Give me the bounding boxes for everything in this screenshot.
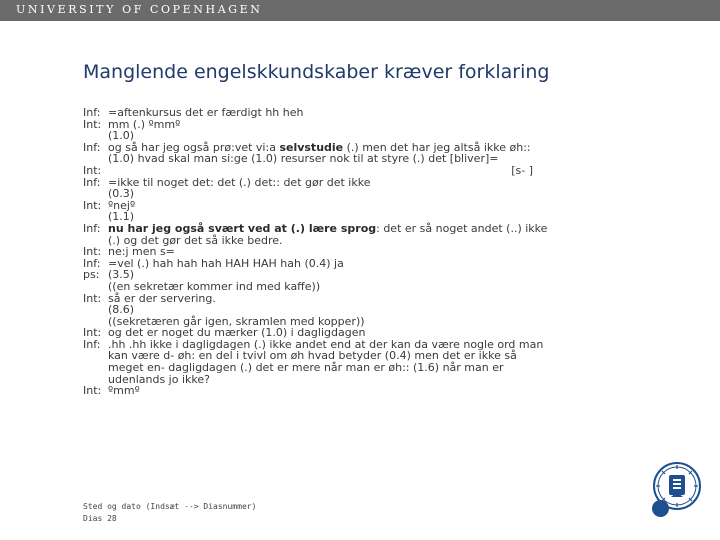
speaker-label: Inf: (83, 106, 101, 119)
transcript-line (83, 293, 613, 305)
transcript-line (83, 385, 613, 397)
transcript-line (83, 223, 613, 235)
utterance-text: (8.6) (108, 303, 135, 317)
speaker-label: Int: (83, 384, 102, 398)
utterance-text: (1.0) (108, 129, 135, 143)
transcript-line (83, 165, 613, 177)
utterance-text: og så har jeg også prø:vet vi:a selvstudie (.) men det har jeg altså ikke øh:: (108, 140, 531, 154)
emphasized-text: nu har jeg også svært ved at (.) lære sprog (108, 221, 377, 235)
transcript-line (83, 281, 613, 293)
utterance-text: mm (.) ºmmº (108, 117, 181, 131)
utterance-text: ((sekretæren går igen, skramlen med kopper)) (108, 314, 365, 328)
utterance-text: (.) og det gør det så ikke bedre. (108, 233, 283, 247)
speaker-label: Inf: (83, 256, 101, 270)
utterance-text: (1.0) hvad skal man si:ge (1.0) resurser nok til at styre (.) det [bliver]= (108, 152, 499, 166)
utterance-text: ((en sekretær kommer ind med kaffe)) (108, 279, 321, 293)
transcript (83, 107, 613, 397)
transcript-line (83, 107, 613, 119)
utterance-text: (0.3) (108, 187, 135, 201)
footer-location-date: Sted og dato (Indsæt --> Diasnummer) (83, 502, 257, 511)
transcript-line (83, 304, 613, 316)
utterance-text: ºmmº (108, 384, 140, 398)
speaker-label: Int: (83, 198, 102, 212)
utterance-text: meget en- dagligdagen (.) det er mere når man er øh:: (1.6) når man er (108, 361, 504, 375)
blue-dot-icon (652, 500, 669, 517)
header-bar (0, 0, 720, 21)
speaker-label: Inf: (83, 140, 101, 154)
utterance-text: kan være d- øh: en del i tvivl om øh hvad betyder (0.4) men det er ikke så (108, 349, 517, 363)
speaker-label: ps: (83, 268, 100, 282)
utterance-text: (3.5) (108, 268, 135, 282)
utterance-text: [s- ] (511, 163, 533, 177)
utterance-text: ºnejº (108, 198, 136, 212)
utterance-text: =vel (.) hah hah hah HAH HAH hah (0.4) ja (108, 256, 344, 270)
transcript-line (83, 188, 613, 200)
speaker-label: Int: (83, 291, 102, 305)
slide-title: Manglende engelskkundskaber kræver forklaring (83, 61, 550, 83)
footer-slide-number: Dias 28 (83, 514, 117, 523)
utterance-text: =aftenkursus det er færdigt hh heh (108, 106, 304, 119)
emphasized-text: selvstudie (279, 140, 344, 154)
utterance-text: og det er noget du mærker (1.0) i dagligdagen (108, 326, 366, 340)
transcript-line (83, 119, 613, 131)
utterance-text: (1.1) (108, 210, 135, 224)
utterance-text: ne:j men s= (108, 245, 175, 259)
transcript-line (83, 153, 613, 165)
utterance-text: udenlands jo ikke? (108, 372, 210, 386)
transcript-line (83, 177, 613, 189)
speaker-label: Int: (83, 117, 102, 131)
transcript-line (83, 362, 613, 374)
utterance-text: =ikke til noget det: det (.) det:: det gør det ikke (108, 175, 371, 189)
utterance-text: nu har jeg også svært ved at (.) lære sprog: det er så noget andet (..) ikke (108, 221, 548, 235)
footer (83, 501, 256, 525)
speaker-label: Int: (83, 245, 102, 259)
utterance-text: så er der servering. (108, 291, 216, 305)
transcript-line (83, 374, 613, 386)
speaker-label: Inf: (83, 175, 101, 189)
transcript-line (83, 246, 613, 258)
transcript-line (83, 258, 613, 270)
university-name: UNIVERSITY OF COPENHAGEN (16, 3, 263, 16)
speaker-label: Inf: (83, 221, 101, 235)
speaker-label: Int: (83, 163, 102, 177)
utterance-text: .hh .hh ikke i dagligdagen (.) ikke andet end at der kan da være nogle ord man (108, 337, 544, 351)
speaker-label: Inf: (83, 337, 101, 351)
speaker-label: Int: (83, 326, 102, 340)
transcript-line (83, 200, 613, 212)
